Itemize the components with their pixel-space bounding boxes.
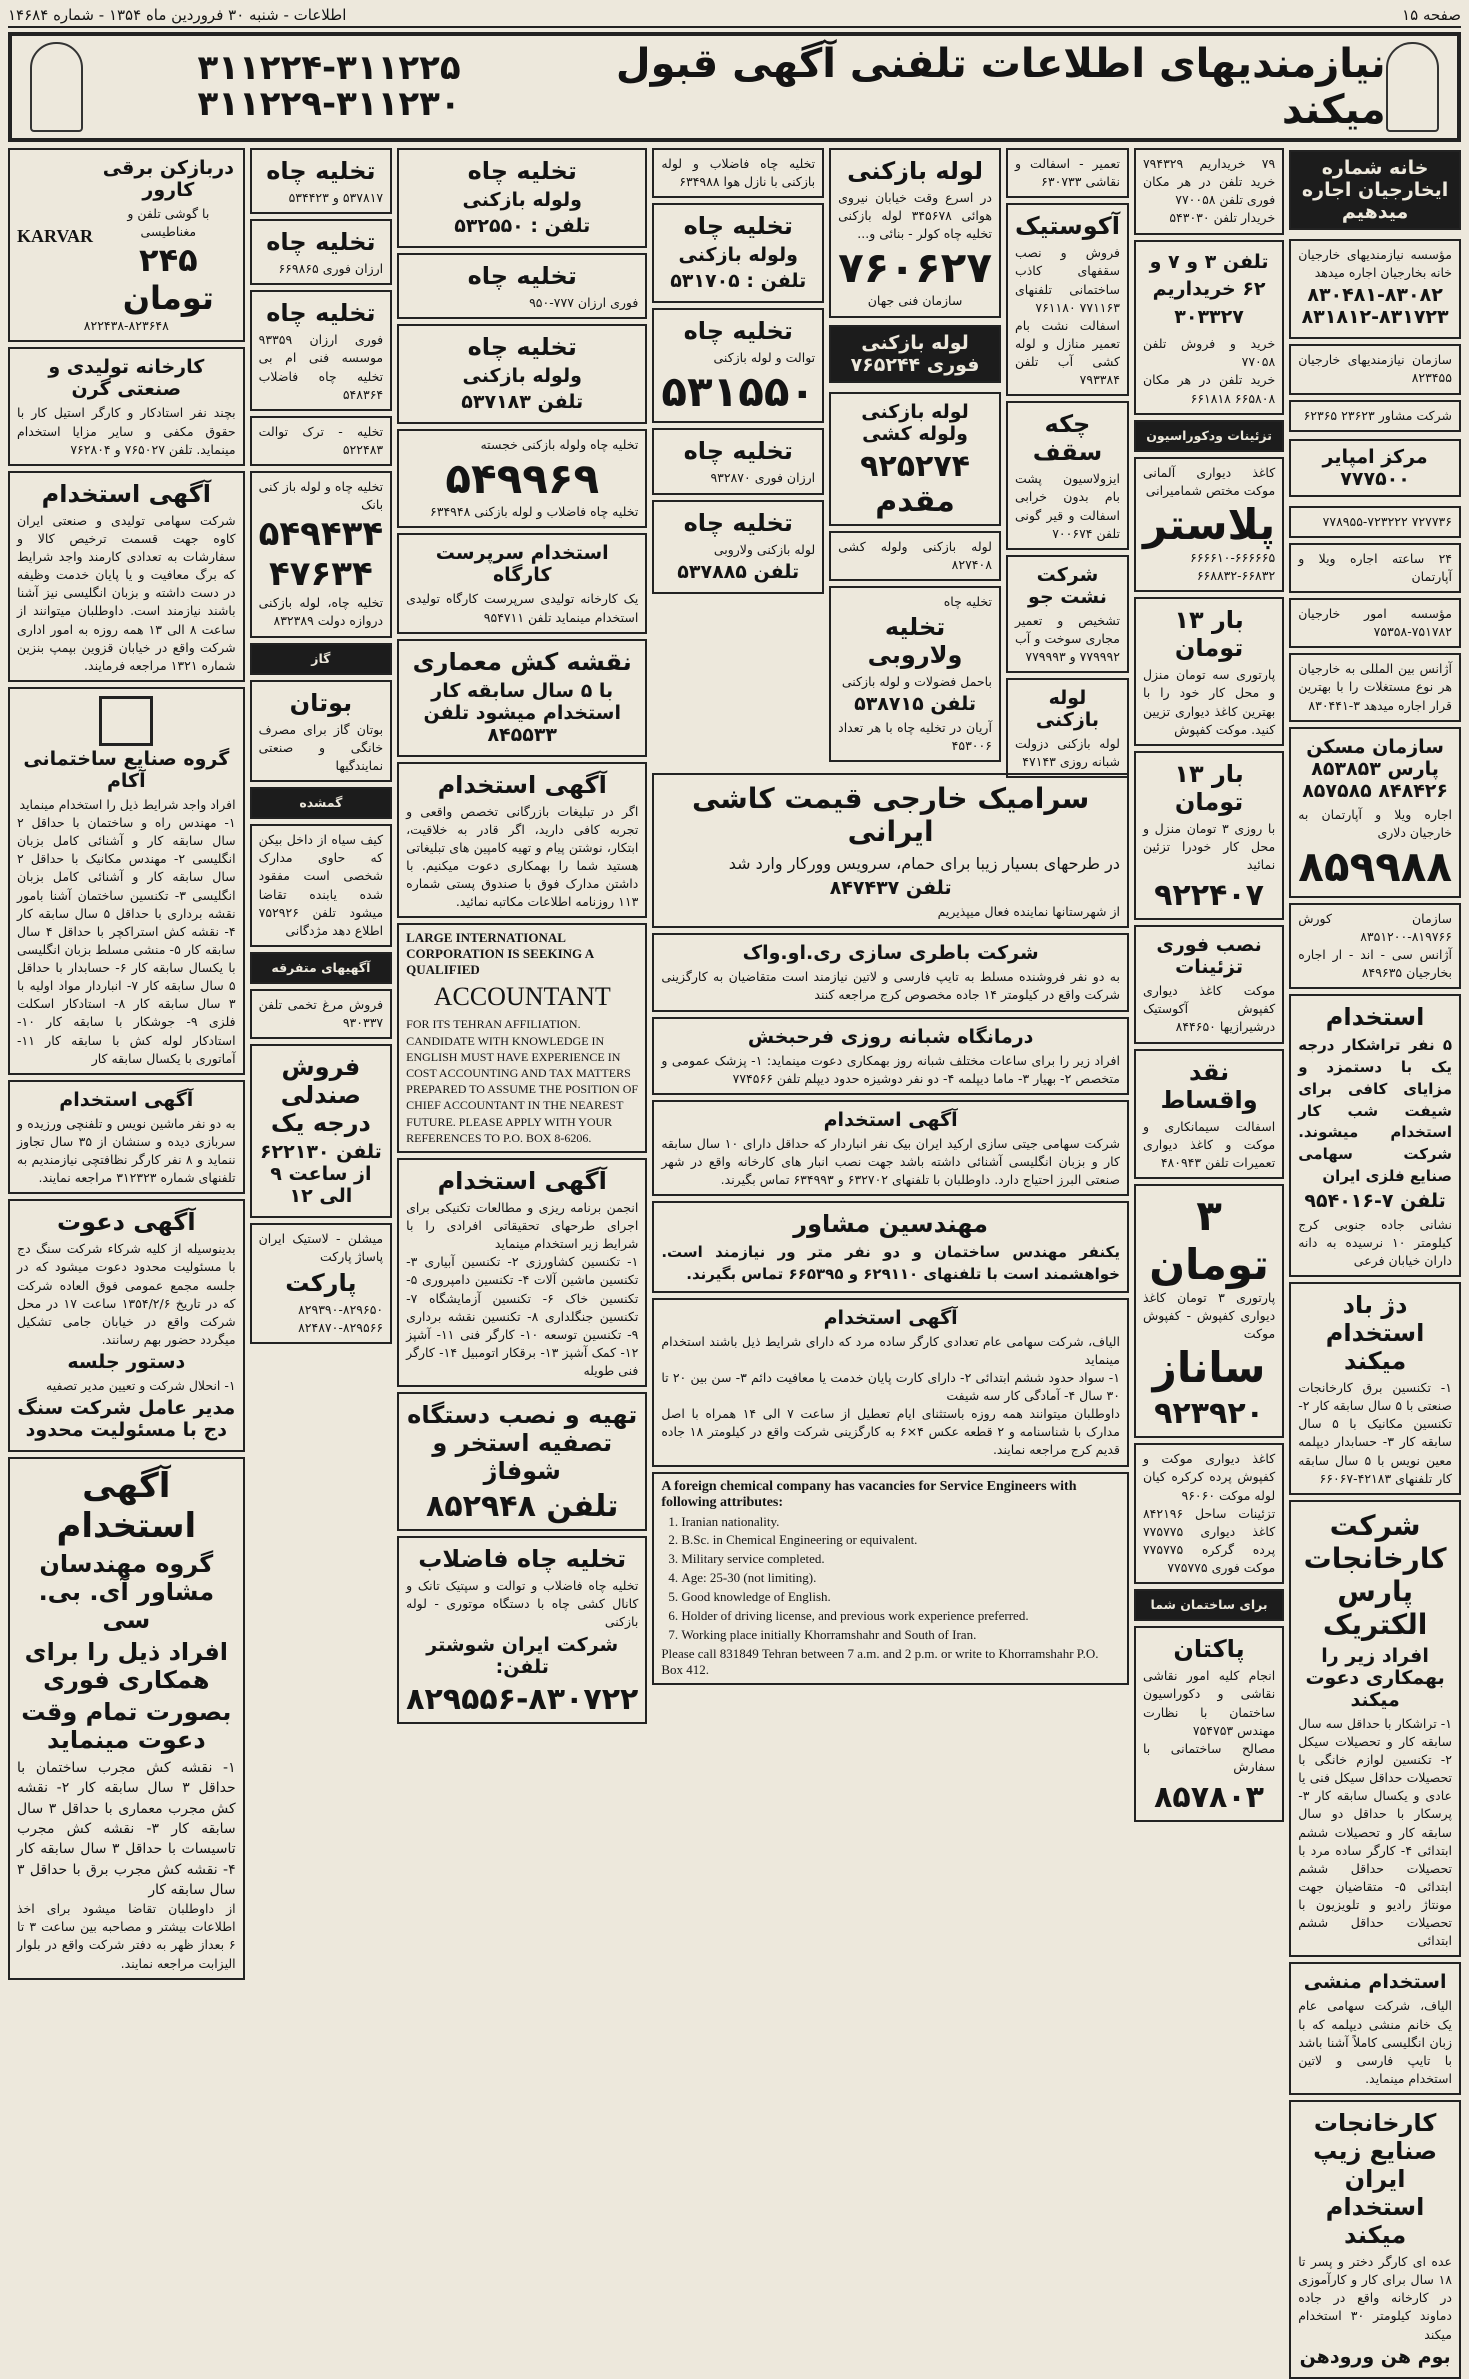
ad-pipe-jahan: لوله بازکنی در اسرع وقت خیابان نیروی هوائی ۳۴۵۶۷۸ لوله بازکنی تخلیه چاه کولر - بنائی و... ۷۶۰۶۲۷ سازمان فنی جهان — [829, 148, 1001, 318]
ad-rental-phones: ۷۲۷۷۳۶ ۷۷۸۹۵۵-۷۲۳۲۲۲ — [1289, 506, 1461, 538]
ad-supervisor: استخدام سرپرست کارگاه یک کارخانه تولیدی سرپرست کارگاه تولیدی استخدام مینماید تلفن ۹۵۴۷۱۱ — [397, 533, 647, 633]
upper-split — [652, 148, 1129, 768]
section-lost: گمشده — [250, 787, 393, 819]
ad-pool-filter: تهیه و نصب دستگاه تصفیه استخر و شوفاژ تلفن ۸۵۲۹۴۸ — [397, 1392, 647, 1531]
ad-drain: تخلیه چاه تخلیه ولاروبی باحمل فضولات و لوله بازکنی تلفن ۵۳۸۷۱۵ آریان در تخلیه چاه با هر تعداد ۴۵۳۰۰۶ — [829, 586, 1001, 763]
ad-well-1: تخلیه چاه فاضلاب و لوله بازکنی با نازل هوا ۶۳۴۹۸۸ — [652, 148, 824, 198]
ad-pars-housing: سازمان مسکن پارس ۸۵۳۸۵۳ ۸۴۸۴۲۶ ۸۵۷۵۸۵ اجاره ویلا و آپارتمان به خارجیان دلاری ۸۵۹۹۸۸ — [1289, 727, 1461, 898]
ad-ibc-consultants: آگهی استخدام گروه مهندسان مشاور آی. بی. سی افراد ذیل را برای همکاری فوری بصورت تمام وقت دعوت مینماید ۱- نقشه کش مجرب ساختمان با حداقل ۳ سال سابقه کار ۲- نقشه کش مجرب معماری با حداقل ۳ سال سابقه کار ۳- نقشه کش مجرب تاسیسات با حداقل ۳ سال سابقه کار ۴- نقشه کش مجرب برق با حداقل ۳ سال سابقه کار از داوطلبان تقاضا میشود برای اخذ اطلاعات بیشتر و مصاحبه بین ساعت ۳ تا ۶ بعداز ظهر به دفتر شرکت واقع در بلوار الیزابت مراجعه نمایند. — [8, 1457, 245, 1980]
column-4 — [652, 148, 824, 768]
ad-nashtjoo: شرکت نشت جو تشخیص و تعمیر مجاری سوخت و آب ۷۷۹۹۹۲ و ۷۷۹۹۹۳ — [1006, 555, 1129, 673]
ads-grid — [8, 148, 1461, 2368]
ad-alyaf: آگهی استخدام الیاف، شرکت سهامی عام تعدادی کارگر ساده مرد که دارای شرایط ذیل باشند استخدام مینماید ۱- سواد حدود ششم ابتدائی ۲- دارای کارت پایان خدمت یا معافیت دائم ۳- سن بین ۲۰ تا ۳۰ سال ۴- آمادگی کار سه شیفت داوطلبان میتوانند همه روزه باستثنای ایام تعطیل از ساعت ۷ الی ۱۴ همراه با اصل مدارک با شناسنامه و ۲ قطعه عکس ۴×۶ به کارگزینی شرکت واقع در کیلومتر ۱۸ جاده قدیم کرج مراجعه نمایند. — [652, 1298, 1129, 1467]
ad-chemical-company: A foreign chemical company has vacancies for Service Engineers with following attributes: 1. Iranian nationality. 2. B.Sc. in Chemical Engineering or equivalent. 3. Military service completed. 4. Age: 25-30 (not limiting). 5. Good knowledge of English. 6. Holder of driving license, and previous work experience preferred. 7. Working place initially Khorramshahr and South of Iran. Please call 831849 Tehran between 7 a.m. and 2 p.m. or write to Khorramshahr P.O. Box 412. — [652, 1472, 1129, 1686]
family-illustration — [1386, 42, 1439, 132]
ad-sanaz: ۳ تومان پارتوری ۳ تومان کاغذ دیواری کفپوش - کفپوش موکت ساناز ۹۲۳۹۲۰ — [1134, 1184, 1284, 1438]
ad-clinic: درمانگاه شبانه روزی فرحبخش افراد زیر را برای ساعات مختلف شبانه روز بهمکاری دعوت مینماید: ۱- پزشک عمومی و متخصص ۲- بهیار ۳- ماما دیپلمه ۴- دو نفر دوشیزه حدود دیپلم تلفن ۷۷۴۵۶۶ — [652, 1017, 1129, 1095]
ad-toilet: تخلیه - ترک توالت ۵۲۲۴۸۳ — [250, 416, 393, 466]
ad-foreigners-housing: مؤسسه نیازمندیهای خارجیان خانه بخارجیان اجاره میدهد ۸۳۰۴۸۱-۸۳۰۸۲ ۸۳۱۸۱۲-۸۳۱۷۲۳ — [1289, 239, 1461, 339]
column-3b — [829, 148, 1001, 768]
ad-karvar: دربازکن برقی کارور با گوشی تلفن و مغناطیسی ۲۴۵ تومان KARVAR ۸۲۲۴۳۸-۸۲۳۶۴۸ — [8, 148, 245, 342]
ad-geran-factory: کارخانه تولیدی و صنعتی گرن بچند نفر استادکار و کارگر استیل کار با حقوق مکفی و سایر مزایا استخدام مینماید. تلفن ۷۶۵۰۲۷ و ۷۶۲۸۰۴ — [8, 347, 245, 465]
section-misc: آگهیهای متفرقه — [250, 952, 393, 984]
ad-intl-agency: آژانس بین المللی به خارجیان هر نوع مستغلات را با بهترین قرار اجاره میدهد ۳-۸۳۰۴۴۱ — [1289, 653, 1461, 721]
ad-well-3: تخلیه چاه توالت و لوله بازکنی ۵۳۱۵۵۰ — [652, 308, 824, 423]
ad-typists: آگهی استخدام به دو نفر ماشین نویس و تلفنچی ورزیده و سربازی دیده و سنشان از ۳۵ سال تجاوز ننماید و ۸ نفر کارگر نظافتچی نیازمندیم به تلفنهای شماره ۳۱۲۳۲۳ مراجعه نمایند. — [8, 1080, 245, 1195]
column-5 — [397, 148, 647, 2042]
page-header — [8, 4, 1461, 28]
ad-foreigners-org: سازمان نیازمندیهای خارجیان ۸۲۳۴۵۵ — [1289, 344, 1461, 394]
ad-orkid: آگهی استخدام شرکت سهامی جیتی سازی ارکید ایران بیک نفر انباردار که حداقل دارای ۱۰ سال سابقه کار و بزبان انگلیسی آشنائی داشته باشد جهت نصب انبار های کارخانه واقع در شهر صنعتی البرز احتیاج دارد. داوطلبان با تلفنهای ۶۳۲۷۰۲ و ۶۳۴۹۹۳ تماس بگیرند. — [652, 1100, 1129, 1196]
ad-asphalt: تعمیر - اسفالت و نقاشی ۶۳۰۷۳۳ — [1006, 148, 1129, 198]
column-6 — [250, 148, 393, 2042]
column-3-4 — [652, 148, 1129, 2042]
section-decoration: تزئینات ودکوراسیون — [1134, 420, 1284, 452]
ad-iran-kaveh: آگهی استخدام شرکت سهامی تولیدی و صنعتی ایران کاوه جهت قسمت ترخیص کالا و سفارشات به تعدادی کارمند واجد شرایط که برگ معافیت و یا پایان خدمت وظیفه در دست داشته و بزبان انگلیسی نیز آشنا باشند نیازمند است. داوطلبان میتوانند از ساعت ۸ الی ۱۳ همه روزه به امور اداری شرکت واقع در خیابان قزوین بپمپ بنزین شماره ۱۳۲۱ مراجعه فرمایند. — [8, 471, 245, 682]
ad-kourosh: سازمان کورش ۸۱۹۷۶۶-۸۳۵۱۲۰۰ آژانس سی - اند - ار اجاره بخارجیان ۸۴۹۶۳۵ — [1289, 903, 1461, 990]
ad-hens: فروش مرغ تخمی تلفن ۹۳۰۳۳۷ — [250, 989, 393, 1039]
ad-shushtar: تخلیه چاه فاضلاب تخلیه چاه فاضلاب و توالت و سپتیک تانک و کانال کشی چاه با دستگاه موتوری - لوله بازکنی شرکت ایران شوشتر تلفن: ۸۲۹۵۵۶-۸۳۰۷۲۲ — [397, 1536, 647, 1723]
ad-zipper-factory: کارخانجات صنایع زیپ ایران استخدام میکند عده ای کارگر دختر و پسر تا ۱۸ سال برای کار و کارآموزی در کارخانه واقع در جاده دماوند کیلومتر ۳۰ استخدام میکند بوم هن ورودهن — [1289, 2100, 1461, 2379]
ad-cash-installment: نقد واقساط اسفالت سیمانکاری و موکت و کاغذ دیواری تعمیرات تلفن ۴۸۰۹۴۳ — [1134, 1049, 1284, 1179]
section-building: برای ساختمان شما — [1134, 1589, 1284, 1621]
ad-c6-well-1: تخلیه چاه ۵۳۷۸۱۷ و ۵۳۴۴۲۳ — [250, 148, 393, 214]
ad-c5-well-3: تخلیه چاه ولوله بازکنی تلفن ۵۳۷۱۸۳ — [397, 324, 647, 424]
section-gas: گاز — [250, 643, 393, 675]
dateline: اطلاعات - شنبه ۳۰ فروردین ماه ۱۳۵۴ - شماره ۱۴۶۸۴ — [8, 6, 347, 24]
ad-decor-list: کاغذ دیواری موکت و کفپوش پرده کرکره کیان لوله موکت ۹۶۰۶۰ تزئینات ساحل ۸۴۲۱۹۶ کاغذ دیواری ۷۷۵۷۷۵ پرده گرکره ۷۷۵۷۷۵ موکت فوری ۷۷۵۷۷۵ — [1134, 1443, 1284, 1584]
ad-c5-well-1: تخلیه چاه ولوله بازکنی تلفن : ۵۳۲۵۵۰ — [397, 148, 647, 248]
ad-battery: شرکت باطری سازی ری.او.واک به دو نفر فروشنده مسلط به تایپ فارسی و لاتین نیازمند است متقاضیان به کارگزینی شرکت واقع در کیلومتر ۱۴ جاده مخصوص کرج مراجعه کنند — [652, 933, 1129, 1011]
ad-research-society: آگهی استخدام انجمن برنامه ریزی و مطالعات تکنیکی برای اجرای طرحهای تحقیقاتی افرادی را با شرایط زیر استخدام مینماید ۱- تکنسین کشاورزی ۲- تکنسین آبیاری ۳- تکنسین ماشین آلات ۴- تکنسین دامپروری ۵- تکنسین خاک ۶- تکنسین آزمایشگاه ۷- تکنسین جنگلداری ۸- تکنسین نقشه برداری ۹- تکنسین توسعه ۱۰- کارگر فنی ۱۱- آشپز ۱۲- کمک آشپز ۱۳- برقکار اتومبیل ۱۴- کارگر فنی طویله — [397, 1158, 647, 1387]
column-1 — [1289, 148, 1461, 2368]
ad-ceramic: سرامیک خارجی قیمت کاشی ایرانی در طرحهای بسیار زیبا برای حمام، سرویس وورکار وارد شد تلفن ۸۴۷۴۳۷ از شهرستانها نماینده فعال میپذیریم — [652, 773, 1129, 928]
ad-consultant: شرکت مشاور ۲۳۶۲۳ ۶۲۳۶۵ — [1289, 400, 1461, 432]
ad-plaster: کاغذ دیواری آلمانی موکت مختص شمامیرانی پلاستر ۶۶۶۶۱۰-۶۶۶۶۶۵ ۶۶۸۸۳۲-۶۶۸۳۲ — [1134, 457, 1284, 593]
ad-c6-well-2: تخلیه چاه ارزان فوری ۶۶۹۸۶۵ — [250, 219, 393, 285]
ad-13-toman-1: بار ۱۳ تومان پارتوری سه تومان منزل و محل کار خود را با بهترین کاغذ دیواری تزیین کنید. موکت کفپوش — [1134, 597, 1284, 746]
column-3 — [1006, 148, 1129, 768]
ad-dezhbad: دژ باد استخدام میکند ۱- تکنسین برق کارخانجات صنعتی با ۵ سال سابقه کار ۲- تکنسین مکانیک با ۵ سال سابقه کار ۳- حسابدار دیپلمه معین نویس با ۵ سال سابقه کار تلفنهای ۴۲۱۸۳-۶۶۰۶۷ — [1289, 1282, 1461, 1495]
ad-c5-well-2: تخلیه چاه فوری ارزان ۷۷۷-۹۵۰ — [397, 253, 647, 319]
ad-butane: بوتان بوتان گاز برای مصرف خانگی و صنعتی نمایندگیها — [250, 680, 393, 782]
banner-title: نیازمندیهای اطلاعات تلفنی آگهی قبول میکند — [615, 41, 1386, 133]
ad-advertising: آگهی استخدام اگر در تبلیغات بازرگانی تخصص واقعی و تجربه کافی دارید، اگر قادر به خلاقیت، ابتکار، نوشتن پیام و تهیه کامپین های تبلیغاتی هستید شما را بهمکاری دعوت میکنیم. با داشتن مدارک فوق با صندوق پستی شماره ۱۱۳ روزنامه اطلاعات مکاتبه نمائید. — [397, 762, 647, 919]
ad-acoustic: آکوستیک فروش و نصب سقفهای کاذب ساختمانی تلفنهای ۷۷۱۱۶۳ ۷۶۱۱۸۰ اسفالت نشت بام تعمیر منازل و لوله کشی آب تلفن ۷۹۳۳۸۴ — [1006, 203, 1129, 396]
couple-illustration — [30, 42, 83, 132]
akam-logo — [99, 696, 153, 746]
ad-secretary: استخدام منشی الیاف، شرکت سهامی عام یک خانم منشی دیپلمه که با زبان انگلیسی کاملاً آشنا باشد با تایپ فارسی و لاتین استخدام مینماید. — [1289, 1962, 1461, 2095]
ad-13-toman-2: بار ۱۳ تومان با روزی ۳ تومان منزل و محل کار خودرا تزئین نمائید ۹۲۲۴۰۷ — [1134, 751, 1284, 920]
ad-bank-pipe: تخلیه چاه و لوله باز کنی بانک ۵۴۹۴۳۴ ۴۷۶۳۴ تخلیه چاه، لوله بازکنی دروازه دولت ۸۳۲۳۸۹ — [250, 471, 393, 638]
ad-quick-install: نصب فوری تزئینات موکت کاغذ دیواری کفپوش آکوستیک درشیرازیها ۸۴۴۶۵۰ — [1134, 925, 1284, 1043]
ad-foreign-affairs: مؤسسه امور خارجیان ۷۵۱۷۸۲-۷۵۳۵۸ — [1289, 598, 1461, 648]
ad-accountant: LARGE INTERNATIONAL CORPORATION IS SEEKING A QUALIFIED ACCOUNTANT FOR ITS TEHRAN AFFILIATION. CANDIDATE WITH KNOWLEDGE IN ENGLISH MUST HAVE EXPERIENCE IN COST ACCOUNTING AND TAX MATTERS PREPARED TO ASSUME THE POSITION OF CHIEF ACCOUNTANT IN THE NEAREST FUTURE. PLEASE APPLY WITH YOUR REFERENCES TO P.O. BOX 8-6206. — [397, 923, 647, 1153]
column-7 — [8, 148, 245, 2042]
ad-metal-industries: استخدام ۵ نفر تراشکار درجه یک با دستمزد و مزایای کافی برای شیفت شب کار استخدام میشوند. شرکت سهامی صنایع فلزی ایران تلفن ۷-۹۵۴۰۱۶ نشانی جاده جنوبی کرج کیلومتر ۱۰ نرسیده به دانه داران خیابان فرعی — [1289, 994, 1461, 1277]
column-2 — [1134, 148, 1284, 2042]
ad-akam: گروه صنایع ساختمانی آکام افراد واجد شرایط ذیل را استخدام مینماید ۱- مهندس راه و ساختمان با حداقل ۲ سال سابقه کار و آشنائی کامل بزبان انگلیسی ۲- مهندس مکانیک با حداقل ۲ سال سابقه کار و آشنائی کامل بزبان انگلیسی ۳- تکنسین ساختمان آشنا بامور نقشه برداری با حداقل ۵ سال سابقه کار ۴- نقشه کش استراکچر با حداقل ۴ سال سابقه کار ۵- منشی مسلط بزبان انگلیسی با یکسال سابقه کار ۶- حسابدار با حداقل ۵ سال سابقه کار ۷- انباردار مواد اولیه با ۳ سال سابقه کار ۸- استادکار اسکلت فلزی ۹- جوشکار با سابقه کار ۱۰- استادکار لوله کش با سابقه کار ۱۱- آماتوری با یکسال سابقه کار — [8, 687, 245, 1075]
ad-phone-buy-2: تلفن ۳ و ۷ و ۶۲ خریداریم ۳۰۳۳۲۷ خرید و فروش تلفن ۷۷۰۵۸ خرید تلفن در هر مکان ۶۶۵۸۰۸ ۶۶۱۸۱۸ — [1134, 240, 1284, 415]
ad-pipe-quick: لوله بازکنی فوری ۷۶۵۲۴۴ — [829, 325, 1001, 383]
ad-pars-electric: شرکت کارخانجات پارس الکتریک افراد زیر را بهمکاری دعوت میکند ۱- تراشکار با حداقل سه سال سابقه کار و تحصیلات سیکل ۲- تکنسین لوازم خانگی با تحصیلات حداقل سیکل فنی یا عادی و یکسال سابقه کار ۳- پرسکار با حداقل دو سال سابقه کار و تحصیلات ششم ابتدائی ۴- کارگر ساده مرد با تحصیلات حداقل ششم ابتدائی ۵- متقاضیان جهت مونتاژ رادیو و تلویزیون با تحصیلات حداقل ششم ابتدائی — [1289, 1500, 1461, 1958]
banner-phones: ۳۱۱۲۲۴-۳۱۱۲۲۵ ۳۱۱۲۲۹-۳۱۱۲۳۰ — [197, 48, 461, 124]
ad-pipe-open: لوله بازکنی لوله بازکنی دزولت شبانه روزی ۴۷۱۴۳ — [1006, 678, 1129, 778]
ad-consulting-engineers: مهندسین مشاور یکنفر مهندس ساختمان و دو نفر متر ور نیازمند است. خواهشمند است با تلفنهای ۶۲۹۱۱۰ و ۶۶۵۳۹۵ تماس بگیرند. — [652, 1201, 1129, 1293]
ad-c5-khojaste: تخلیه چاه ولوله بازکنی خجسته ۵۴۹۹۶۹ تخلیه چاه فاضلاب و لوله بازکنی ۶۳۴۹۴۸ — [397, 429, 647, 528]
ad-rental-header: خانه شماره ایخارجیان اجاره میدهیم — [1289, 150, 1461, 230]
ad-architect: نقشه کش معماری با ۵ سال سابقه کار استخدام میشود تلفن ۸۴۵۵۳۳ — [397, 639, 647, 757]
classifieds-banner — [8, 32, 1461, 142]
ad-well-5: تخلیه چاه لوله بازکنی ولاروبی تلفن ۵۳۷۸۸۵ — [652, 500, 824, 594]
ad-invitation: آگهی دعوت بدینوسیله از کلیه شرکاء شرکت سنگ دج با مسئولیت محدود دعوت میشود که در جلسه مجمع عمومی فوق العاده شرکت که در تاریخ ۱۳۵۴/۲/۶ ساعت ۱۷ در محل شرکت واقع در خیابان جامی تشکیل میگردد حضور بهم رسانند. دستور جلسه ۱- انحلال شرکت و تعیین مدیر تصفیه مدیر عامل شرکت سنگ دج با مسئولیت محدود — [8, 1199, 245, 1452]
ad-paktan: پاکتان انجام کلیه امور نقاشی نقاشی و دکوراسیون ساختمان با نظارت مهندس ۷۵۴۷۵۳ مصالح ساختمانی با سفارش ۸۵۷۸۰۳ — [1134, 1626, 1284, 1822]
ad-parquet: میشلن - لاستیک ایران پاساژ پارکت پارکت ۸۲۹۳۹۰-۸۲۹۶۵۰ ۸۲۴۸۷۰-۸۲۹۵۶۶ — [250, 1223, 393, 1344]
page-number: صفحه ۱۵ — [1402, 6, 1461, 24]
ad-chairs: فروش صندلی درجه یک تلفن ۶۲۲۱۳۰ از ساعت ۹ الی ۱۲ — [250, 1044, 393, 1218]
ad-24h-rental: ۲۴ ساعته اجاره ویلا و آپارتمان — [1289, 543, 1461, 593]
ad-c6-well-3: تخلیه چاه فوری ارزان ۹۳۳۵۹ موسسه فنی ام بی تخلیه چاه فاضلاب ۵۴۸۳۶۴ — [250, 290, 393, 411]
ad-well-4: تخلیه چاه ارزان فوری ۹۳۲۸۷۰ — [652, 428, 824, 494]
karvar-logo: KARVAR — [17, 225, 94, 246]
ad-phone-buy-1: ۷۹ خریداریم ۷۹۴۳۲۹ خرید تلفن در هر مکان فوری تلفن ۷۷۰۰۵۸ خریدار تلفن ۵۴۳۰۳۰ — [1134, 148, 1284, 235]
ad-lost-bag: کیف سیاه از داخل بیکن که حاوی مدارک شخصی است مفقود شده یابنده تقاضا میشود تلفن ۷۵۲۹۲۶ اطلاع دهد مژدگانی — [250, 824, 393, 947]
ad-pipe-2: لوله بازکنی ولوله کشی ۸۲۷۴۰۸ — [829, 531, 1001, 581]
ad-pipe-moghaddam: لوله بازکنی ولوله کشی ۹۲۵۲۷۴ مقدم — [829, 392, 1001, 526]
attributes-list: 1. Iranian nationality. 2. B.Sc. in Chemical Engineering or equivalent. 3. Military service completed. 4. Age: 25-30 (not limiting). 5. Good knowledge of English. 6. Holder of driving license, and previous work experience preferred. 7. Working place initially Khorramshahr and South of Iran. — [681, 1513, 1120, 1645]
ad-empire: مرکز امپایر ۷۷۷۵۰۰ — [1289, 439, 1461, 497]
ad-roof-leak: چکه سقف ایزولاسیون پشت بام بدون خرابی اسفالت و قیر گونی تلفن ۷۰۰۶۷۴ — [1006, 401, 1129, 550]
ad-well-2: تخلیه چاه ولوله بازکنی تلفن : ۵۳۱۷۰۵ — [652, 203, 824, 303]
